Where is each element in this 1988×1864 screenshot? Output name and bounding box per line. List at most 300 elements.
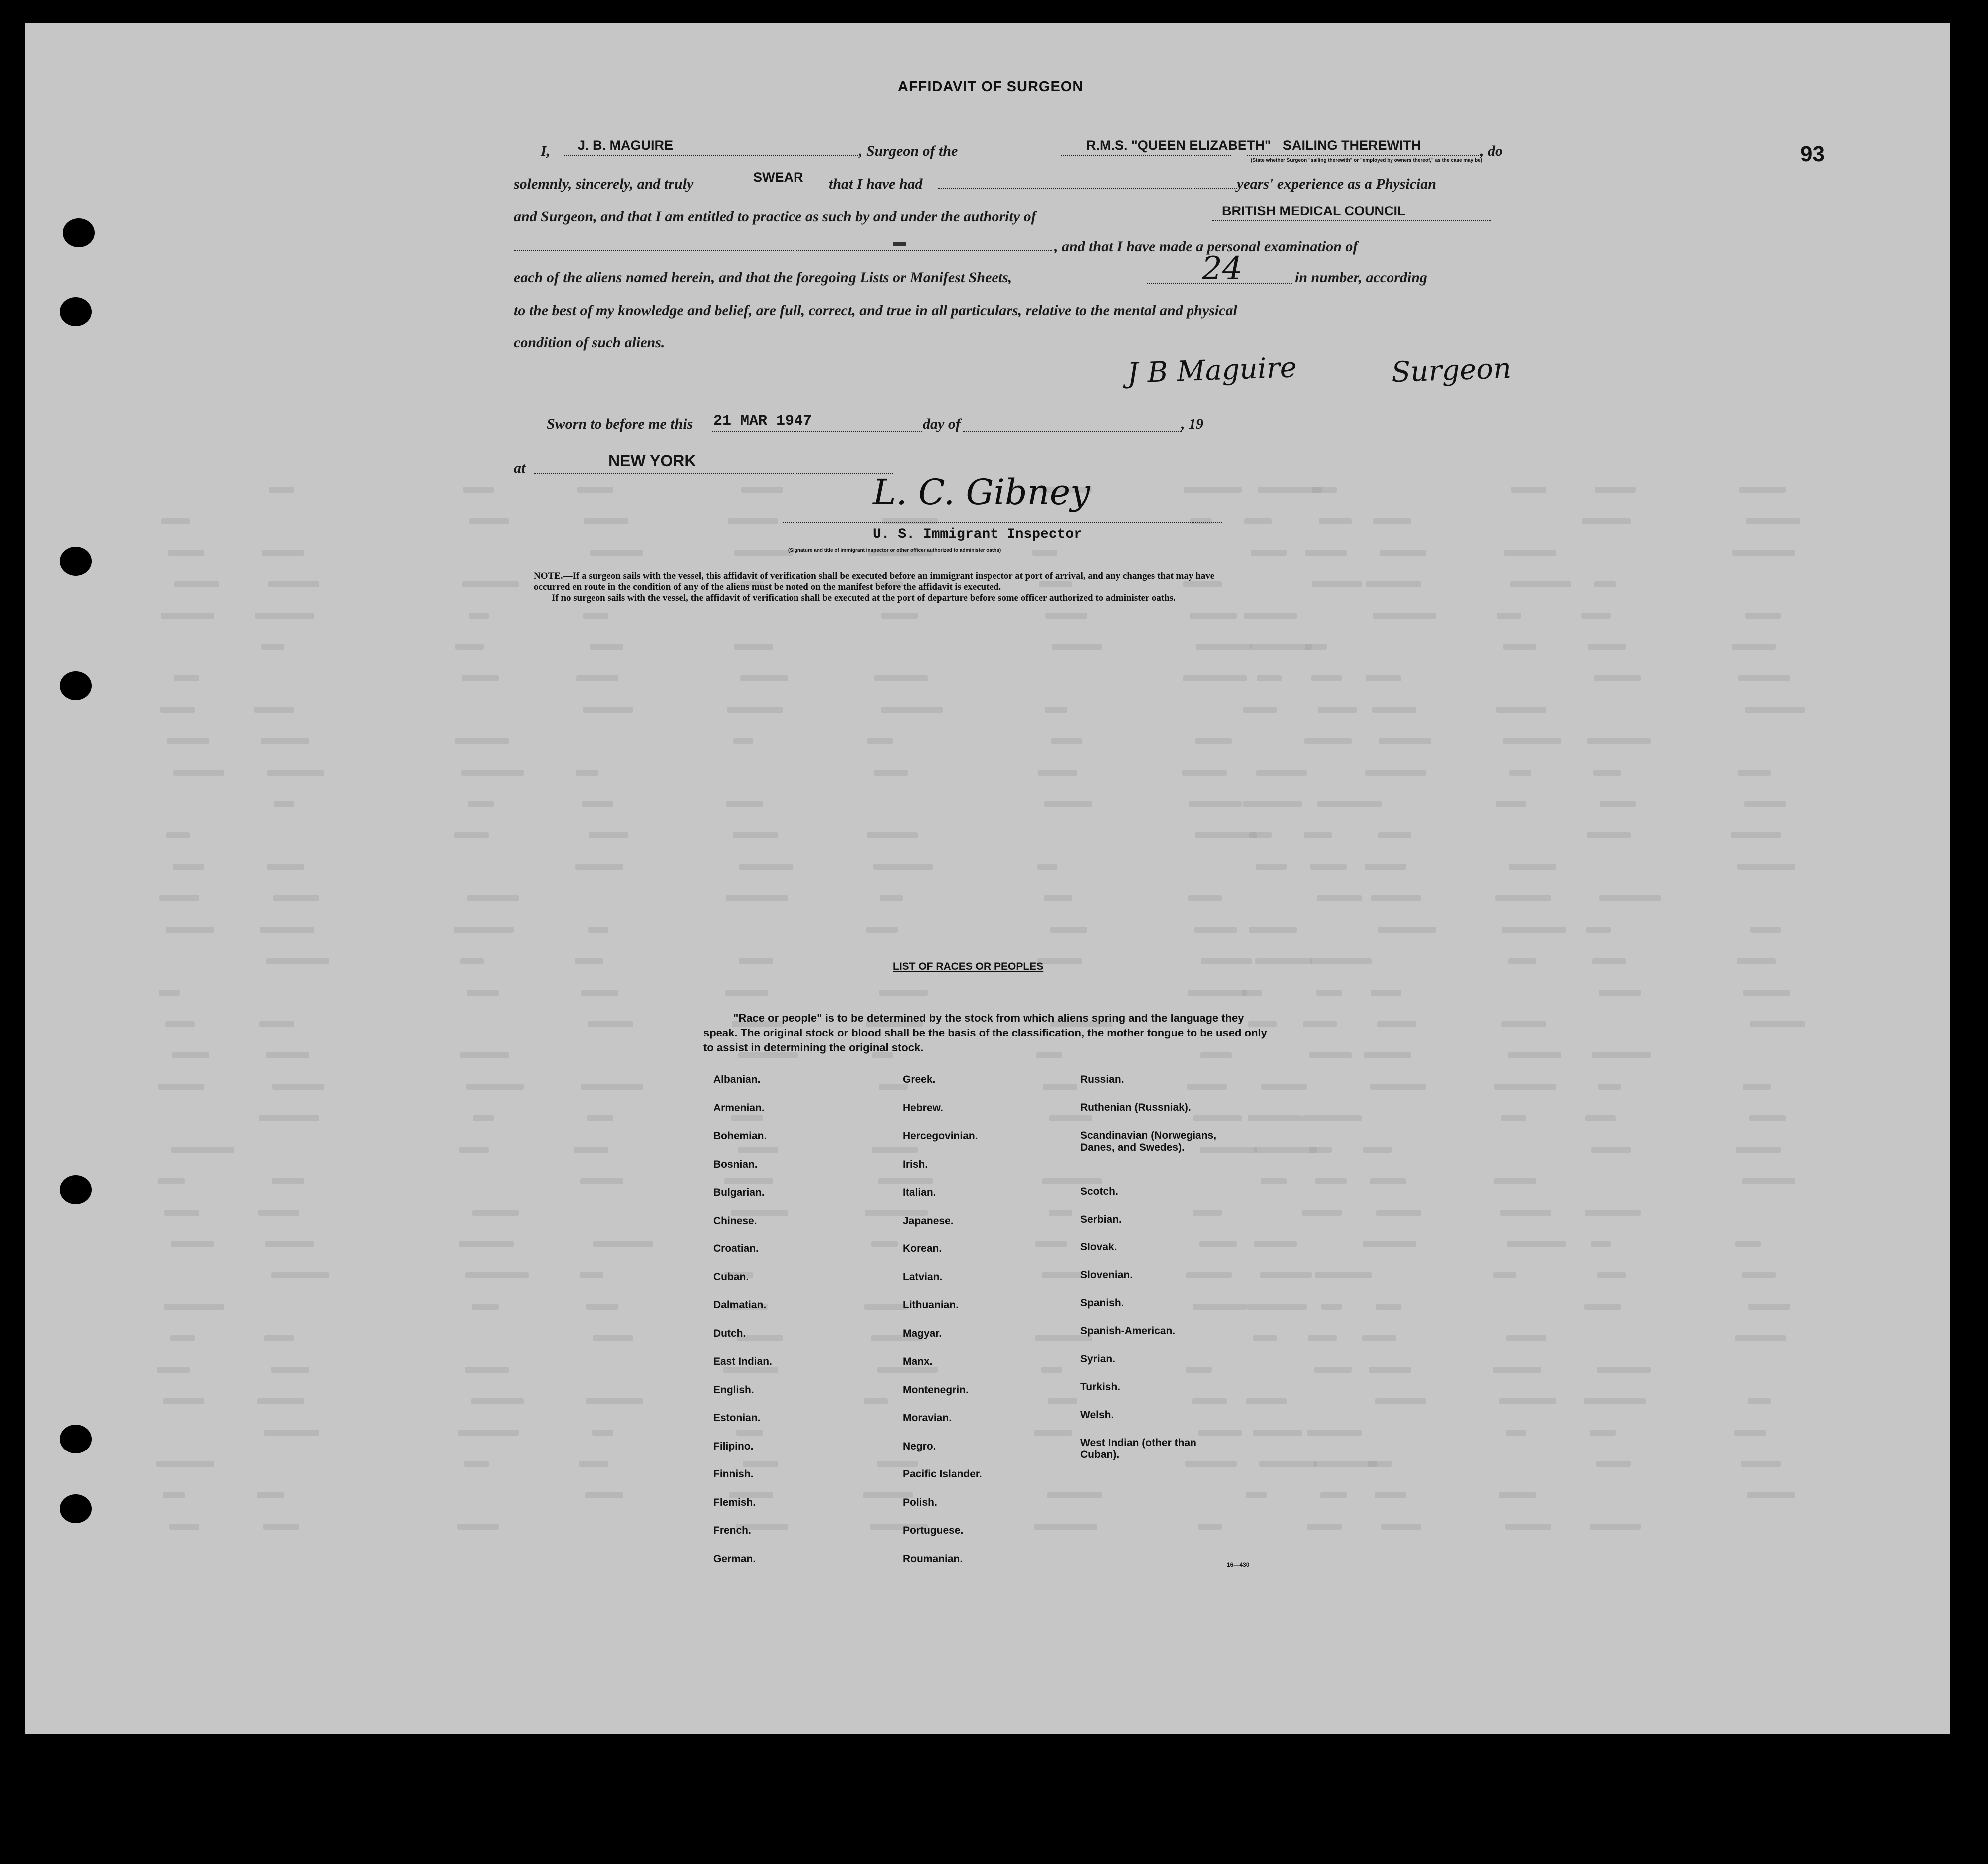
faint-entry-smudge — [1508, 958, 1536, 964]
faint-entry-smudge — [462, 581, 519, 587]
faint-entry-smudge — [590, 550, 643, 556]
faint-entry-smudge — [264, 1430, 319, 1436]
faint-entry-smudge — [1320, 1492, 1347, 1498]
faint-entry-smudge — [575, 864, 623, 870]
faint-entry-smudge — [583, 707, 633, 713]
faint-entry-smudge — [1251, 550, 1287, 556]
race-item: Moravian. — [903, 1412, 952, 1424]
faint-entry-smudge — [740, 675, 788, 681]
faint-entry-smudge — [1246, 1398, 1287, 1404]
faint-entry-smudge — [1183, 675, 1247, 681]
race-item: Cuban. — [713, 1271, 749, 1283]
faint-entry-smudge — [1499, 1398, 1556, 1404]
faint-entry-smudge — [163, 1398, 204, 1404]
faint-entry-smudge — [1314, 1367, 1352, 1373]
faint-entry-smudge — [1494, 1178, 1536, 1184]
faint-entry-smudge — [1376, 1210, 1421, 1216]
text-personal-examination: , and that I have made a personal examination of — [1054, 238, 1358, 255]
faint-entry-smudge — [581, 1084, 643, 1090]
race-item: Chinese. — [713, 1215, 757, 1227]
page-number: 93 — [1800, 142, 1825, 166]
faint-entry-smudge — [1748, 1304, 1790, 1310]
faint-entry-smudge — [1378, 927, 1436, 933]
authority-line-2 — [514, 250, 1052, 251]
faint-entry-smudge — [1038, 770, 1077, 776]
faint-entry-smudge — [463, 487, 494, 493]
faint-entry-smudge — [864, 1304, 908, 1310]
faint-entry-smudge — [586, 1304, 618, 1310]
authority: BRITISH MEDICAL COUNCIL — [1222, 204, 1406, 218]
race-item: Syrian. — [1080, 1353, 1116, 1365]
faint-entry-smudge — [1375, 1398, 1426, 1404]
faint-entry-smudge — [1742, 1178, 1795, 1184]
faint-entry-smudge — [1303, 1021, 1337, 1027]
race-item: Cuban). — [1080, 1449, 1120, 1460]
faint-entry-smudge — [1585, 1210, 1641, 1216]
faint-entry-smudge — [1187, 1084, 1227, 1090]
sworn-date-line — [712, 431, 922, 432]
faint-entry-smudge — [1037, 958, 1082, 964]
race-item: Slovak. — [1080, 1242, 1117, 1253]
race-item: Dalmatian. — [713, 1299, 767, 1311]
faint-entry-smudge — [260, 927, 314, 933]
race-item: Polish. — [903, 1496, 937, 1508]
faint-entry-smudge — [161, 518, 190, 524]
faint-entry-smudge — [1591, 1241, 1611, 1247]
note-line-2: occurred en route in the condition of any of the aliens must be noted on the manifest before the affidavit is executed. — [534, 582, 1001, 592]
race-item: Armenian. — [713, 1102, 765, 1114]
faint-entry-smudge — [577, 487, 613, 493]
faint-entry-smudge — [272, 1084, 324, 1090]
faint-entry-smudge — [1317, 895, 1362, 901]
faint-entry-smudge — [1045, 707, 1067, 713]
race-item: Turkish. — [1080, 1381, 1121, 1393]
race-item: Negro. — [903, 1440, 936, 1452]
faint-entry-smudge — [728, 518, 778, 524]
faint-entry-smudge — [881, 613, 918, 619]
sworn-date: 21 MAR 1947 — [713, 413, 812, 430]
faint-entry-smudge — [574, 1147, 608, 1153]
faint-entry-smudge — [1588, 644, 1626, 650]
faint-entry-smudge — [582, 801, 613, 807]
faint-entry-smudge — [1591, 1147, 1631, 1153]
faint-entry-smudge — [1247, 1304, 1307, 1310]
faint-entry-smudge — [1376, 1304, 1401, 1310]
faint-entry-smudge — [1599, 895, 1661, 901]
faint-entry-smudge — [1253, 1335, 1277, 1341]
faint-entry-smudge — [174, 675, 199, 681]
faint-entry-smudge — [878, 1178, 933, 1184]
faint-entry-smudge — [255, 613, 314, 619]
faint-entry-smudge — [1380, 550, 1426, 556]
faint-entry-smudge — [581, 990, 618, 996]
faint-entry-smudge — [1734, 1430, 1766, 1436]
faint-entry-smudge — [877, 1461, 918, 1467]
faint-entry-smudge — [1261, 1178, 1287, 1184]
faint-entry-smudge — [867, 832, 918, 838]
faint-entry-smudge — [1042, 1178, 1102, 1184]
faint-entry-smudge — [580, 1272, 603, 1278]
faint-entry-smudge — [165, 1021, 195, 1027]
faint-entry-smudge — [464, 1461, 489, 1467]
faint-entry-smudge — [168, 550, 204, 556]
authority-line — [1212, 220, 1491, 221]
sheets-line — [1147, 283, 1292, 284]
faint-entry-smudge — [164, 1210, 199, 1216]
faint-entry-smudge — [466, 1084, 524, 1090]
faint-entry-smudge — [1504, 550, 1556, 556]
race-item: Bulgarian. — [713, 1187, 765, 1198]
faint-entry-smudge — [259, 1115, 319, 1121]
faint-entry-smudge — [1378, 832, 1411, 838]
faint-entry-smudge — [1509, 770, 1531, 776]
faint-entry-smudge — [1497, 613, 1521, 619]
faint-entry-smudge — [273, 895, 319, 901]
faint-entry-smudge — [1243, 707, 1277, 713]
capacity-note: (State whether Surgeon "sailing therewith" or "employed by owners thereof," as the case may be) — [1251, 158, 1483, 163]
vessel-line — [1061, 155, 1231, 156]
faint-entry-smudge — [587, 1115, 613, 1121]
faint-entry-smudge — [576, 675, 618, 681]
faint-entry-smudge — [1195, 832, 1257, 838]
faint-entry-smudge — [1379, 738, 1431, 744]
faint-entry-smudge — [738, 1147, 778, 1153]
race-item: Ruthenian (Russniak). — [1080, 1102, 1191, 1113]
faint-entry-smudge — [1183, 581, 1222, 587]
race-item: Lithuanian. — [903, 1299, 959, 1311]
faint-entry-smudge — [1598, 1084, 1621, 1090]
affidavit-title: AFFIDAVIT OF SURGEON — [898, 79, 1084, 95]
faint-entry-smudge — [1364, 1052, 1411, 1058]
faint-entry-smudge — [469, 518, 509, 524]
inspector-caption: (Signature and title of immigrant inspector or other officer authorized to administer oaths) — [788, 548, 1001, 553]
faint-entry-smudge — [454, 927, 514, 933]
faint-entry-smudge — [1595, 487, 1636, 493]
faint-entry-smudge — [1051, 738, 1082, 744]
race-item: West Indian (other than — [1080, 1437, 1196, 1449]
faint-entry-smudge — [1242, 990, 1262, 996]
faint-entry-smudge — [1501, 1115, 1526, 1121]
binder-hole — [60, 297, 92, 326]
faint-entry-smudge — [1493, 1272, 1516, 1278]
faint-entry-smudge — [1190, 613, 1237, 619]
faint-entry-smudge — [459, 1241, 514, 1247]
faint-entry-smudge — [1381, 1524, 1421, 1530]
faint-entry-smudge — [265, 1241, 314, 1247]
faint-entry-smudge — [1508, 1052, 1561, 1058]
faint-entry-smudge — [1745, 707, 1805, 713]
faint-entry-smudge — [731, 1115, 763, 1121]
faint-entry-smudge — [1732, 644, 1776, 650]
faint-entry-smudge — [1377, 1021, 1416, 1027]
faint-entry-smudge — [1192, 1398, 1227, 1404]
faint-entry-smudge — [1308, 1335, 1337, 1341]
faint-entry-smudge — [1590, 1430, 1616, 1436]
race-item: Scandinavian (Norwegians, — [1080, 1130, 1217, 1141]
faint-entry-smudge — [1304, 832, 1332, 838]
faint-entry-smudge — [1506, 1430, 1526, 1436]
race-item: Welsh. — [1080, 1409, 1114, 1421]
race-item: Albanian. — [713, 1074, 761, 1085]
faint-entry-smudge — [1250, 644, 1312, 650]
faint-entry-smudge — [271, 1367, 309, 1373]
faint-entry-smudge — [263, 1524, 299, 1530]
faint-entry-smudge — [465, 1272, 529, 1278]
faint-entry-smudge — [1369, 1367, 1411, 1373]
faint-entry-smudge — [257, 1492, 284, 1498]
faint-entry-smudge — [455, 738, 509, 744]
faint-entry-smudge — [1750, 927, 1781, 933]
faint-entry-smudge — [1503, 644, 1536, 650]
race-item: Hercegovinian. — [903, 1130, 978, 1142]
races-title: LIST OF RACES OR PEOPLES — [893, 961, 1044, 972]
race-item: Pacific Islander. — [903, 1468, 982, 1480]
faint-entry-smudge — [1259, 1461, 1317, 1467]
faint-entry-smudge — [261, 644, 284, 650]
faint-entry-smudge — [1199, 1241, 1237, 1247]
faint-entry-smudge — [1597, 1272, 1626, 1278]
note-line-1: NOTE.—If a surgeon sails with the vessel, this affidavit of verification shall be executed before an immigrant inspector at port of arrival, and any changes that may have — [534, 571, 1215, 581]
faint-entry-smudge — [465, 1367, 509, 1373]
faint-entry-smudge — [1319, 518, 1352, 524]
race-item: Scotch. — [1080, 1186, 1118, 1197]
dash-mark — [893, 242, 906, 246]
faint-entry-smudge — [158, 1178, 185, 1184]
faint-entry-smudge — [1592, 1052, 1651, 1058]
faint-entry-smudge — [864, 1398, 888, 1404]
faint-entry-smudge — [1190, 518, 1212, 524]
faint-entry-smudge — [733, 738, 753, 744]
faint-entry-smudge — [471, 1398, 524, 1404]
faint-entry-smudge — [592, 1430, 613, 1436]
faint-entry-smudge — [1581, 613, 1611, 619]
faint-entry-smudge — [1738, 770, 1771, 776]
sheets-count: 24 — [1202, 250, 1243, 287]
race-item: Slovenian. — [1080, 1269, 1133, 1281]
form-code: 16—430 — [1227, 1561, 1250, 1568]
faint-entry-smudge — [467, 895, 519, 901]
faint-entry-smudge — [1246, 1492, 1267, 1498]
faint-entry-smudge — [1736, 1147, 1781, 1153]
faint-entry-smudge — [158, 1084, 204, 1090]
race-item: East Indian. — [713, 1356, 772, 1367]
faint-entry-smudge — [583, 613, 608, 619]
faint-entry-smudge — [1039, 581, 1072, 587]
faint-entry-smudge — [1737, 958, 1776, 964]
race-item: English. — [713, 1384, 754, 1396]
race-item: Greek. — [903, 1074, 936, 1085]
faint-entry-smudge — [1188, 895, 1222, 901]
place-line — [534, 473, 893, 474]
faint-entry-smudge — [726, 895, 788, 901]
month-line — [963, 431, 1182, 432]
faint-entry-smudge — [1493, 1367, 1541, 1373]
faint-entry-smudge — [1048, 1398, 1077, 1404]
faint-entry-smudge — [473, 1115, 494, 1121]
faint-entry-smudge — [1043, 1084, 1077, 1090]
faint-entry-smudge — [734, 644, 773, 650]
faint-entry-smudge — [1047, 1492, 1102, 1498]
faint-entry-smudge — [874, 770, 908, 776]
faint-entry-smudge — [1193, 1115, 1242, 1121]
race-item: Roumanian. — [903, 1553, 963, 1565]
faint-entry-smudge — [1185, 1461, 1237, 1467]
faint-entry-smudge — [164, 1304, 224, 1310]
faint-entry-smudge — [1747, 1492, 1795, 1498]
faint-entry-smudge — [1194, 927, 1237, 933]
faint-entry-smudge — [159, 895, 199, 901]
text-in-number: in number, according — [1295, 269, 1427, 286]
faint-entry-smudge — [880, 895, 903, 901]
faint-entry-smudge — [882, 518, 938, 524]
faint-entry-smudge — [734, 550, 793, 556]
faint-entry-smudge — [1738, 675, 1790, 681]
faint-entry-smudge — [1302, 1115, 1362, 1121]
race-item: Bohemian. — [713, 1130, 767, 1142]
faint-entry-smudge — [1732, 550, 1795, 556]
faint-entry-smudge — [1584, 1304, 1621, 1310]
faint-entry-smudge — [1745, 613, 1781, 619]
faint-entry-smudge — [1363, 1147, 1392, 1153]
faint-entry-smudge — [458, 1430, 519, 1436]
faint-entry-smudge — [1749, 1115, 1786, 1121]
faint-entry-smudge — [173, 864, 204, 870]
faint-entry-smudge — [258, 1210, 299, 1216]
faint-entry-smudge — [271, 1272, 329, 1278]
faint-entry-smudge — [161, 613, 214, 619]
faint-entry-smudge — [1741, 1461, 1781, 1467]
faint-entry-smudge — [1044, 801, 1092, 807]
faint-entry-smudge — [1257, 675, 1282, 681]
faint-entry-smudge — [1592, 958, 1626, 964]
faint-entry-smudge — [1050, 927, 1087, 933]
faint-entry-smudge — [589, 832, 628, 838]
faint-entry-smudge — [170, 1335, 195, 1341]
faint-entry-smudge — [1312, 487, 1337, 493]
faint-entry-smudge — [1502, 927, 1566, 933]
faint-entry-smudge — [871, 1241, 898, 1247]
race-item: Portuguese. — [903, 1525, 964, 1536]
faint-entry-smudge — [1596, 1461, 1631, 1467]
faint-entry-smudge — [739, 864, 793, 870]
faint-entry-smudge — [1254, 1241, 1297, 1247]
faint-entry-smudge — [157, 1367, 190, 1373]
manifest-page — [25, 23, 1950, 1734]
race-item: Magyar. — [903, 1327, 942, 1339]
race-item: Spanish-American. — [1080, 1325, 1176, 1337]
faint-entry-smudge — [1368, 1461, 1392, 1467]
faint-entry-smudge — [1509, 864, 1556, 870]
faint-entry-smudge — [725, 990, 768, 996]
faint-entry-smudge — [1035, 1241, 1067, 1247]
race-item: Serbian. — [1080, 1214, 1122, 1225]
faint-entry-smudge — [272, 1178, 304, 1184]
faint-entry-smudge — [1307, 1524, 1342, 1530]
faint-entry-smudge — [1312, 581, 1362, 587]
faint-entry-smudge — [460, 1052, 509, 1058]
faint-entry-smudge — [867, 738, 893, 744]
faint-entry-smudge — [1307, 1430, 1362, 1436]
faint-entry-smudge — [1371, 895, 1421, 901]
faint-entry-smudge — [726, 801, 763, 807]
race-item: Finnish. — [713, 1468, 754, 1480]
faint-entry-smudge — [1201, 958, 1252, 964]
inspector-signature: L. C. Gibney — [873, 472, 1090, 513]
faint-entry-smudge — [1049, 1210, 1072, 1216]
faint-entry-smudge — [254, 707, 294, 713]
faint-entry-smudge — [743, 1461, 778, 1467]
faint-entry-smudge — [1052, 644, 1102, 650]
faint-entry-smudge — [724, 1178, 773, 1184]
faint-entry-smudge — [1586, 927, 1611, 933]
faint-entry-smudge — [1372, 707, 1416, 713]
text-i: I, — [541, 143, 551, 159]
faint-entry-smudge — [171, 1241, 214, 1247]
capacity-line — [1247, 155, 1481, 156]
oath-type: SWEAR — [753, 170, 803, 185]
faint-entry-smudge — [588, 927, 608, 933]
race-item: Japanese. — [903, 1215, 954, 1227]
faint-entry-smudge — [1186, 1367, 1212, 1373]
binder-hole — [60, 1175, 92, 1204]
faint-entry-smudge — [262, 550, 304, 556]
faint-entry-smudge — [1042, 1272, 1082, 1278]
faint-entry-smudge — [593, 1335, 633, 1341]
faint-entry-smudge — [1373, 518, 1411, 524]
faint-entry-smudge — [872, 1147, 918, 1153]
faint-entry-smudge — [1315, 1272, 1372, 1278]
faint-entry-smudge — [1744, 801, 1786, 807]
text-solemnly: solemnly, sincerely, and truly — [514, 176, 694, 192]
race-item: Spanish. — [1080, 1297, 1124, 1309]
faint-entry-smudge — [1365, 864, 1406, 870]
race-item: Flemish. — [713, 1496, 756, 1508]
faint-entry-smudge — [1310, 958, 1372, 964]
faint-entry-smudge — [1366, 675, 1401, 681]
faint-entry-smudge — [1370, 1178, 1406, 1184]
faint-entry-smudge — [267, 864, 304, 870]
faint-entry-smudge — [1599, 990, 1641, 996]
races-intro: "Race or people" is to be determined by the stock from which aliens spring and the language they speak. The original stock or blood shall be the basis of the classification, the mother tongue to be used only to assist in determining the original stock. — [703, 1012, 1267, 1054]
faint-entry-smudge — [455, 644, 484, 650]
faint-entry-smudge — [1362, 1335, 1396, 1341]
faint-entry-smudge — [1501, 1021, 1546, 1027]
faint-entry-smudge — [264, 1335, 294, 1341]
faint-entry-smudge — [1746, 518, 1800, 524]
faint-entry-smudge — [1503, 738, 1561, 744]
faint-entry-smudge — [172, 1052, 209, 1058]
race-item: Dutch. — [713, 1327, 746, 1339]
faint-entry-smudge — [159, 990, 180, 996]
text-years-experience: years' experience as a Physician — [1237, 176, 1436, 192]
faint-entry-smudge — [1500, 1210, 1551, 1216]
faint-entry-smudge — [1253, 1430, 1302, 1436]
faint-entry-smudge — [1370, 1084, 1426, 1090]
faint-entry-smudge — [1182, 770, 1227, 776]
faint-entry-smudge — [454, 832, 489, 838]
faint-entry-smudge — [1735, 1335, 1786, 1341]
faint-entry-smudge — [1584, 1398, 1646, 1404]
surgeon-name: J. B. MAGUIRE — [578, 138, 674, 153]
faint-entry-smudge — [1193, 1304, 1247, 1310]
faint-entry-smudge — [873, 864, 933, 870]
faint-entry-smudge — [1260, 1272, 1312, 1278]
faint-entry-smudge — [580, 1178, 623, 1184]
faint-entry-smudge — [1366, 581, 1421, 587]
faint-entry-smudge — [268, 581, 319, 587]
faint-entry-smudge — [1363, 1241, 1416, 1247]
vessel-name: R.M.S. "QUEEN ELIZABETH" — [1086, 138, 1271, 153]
